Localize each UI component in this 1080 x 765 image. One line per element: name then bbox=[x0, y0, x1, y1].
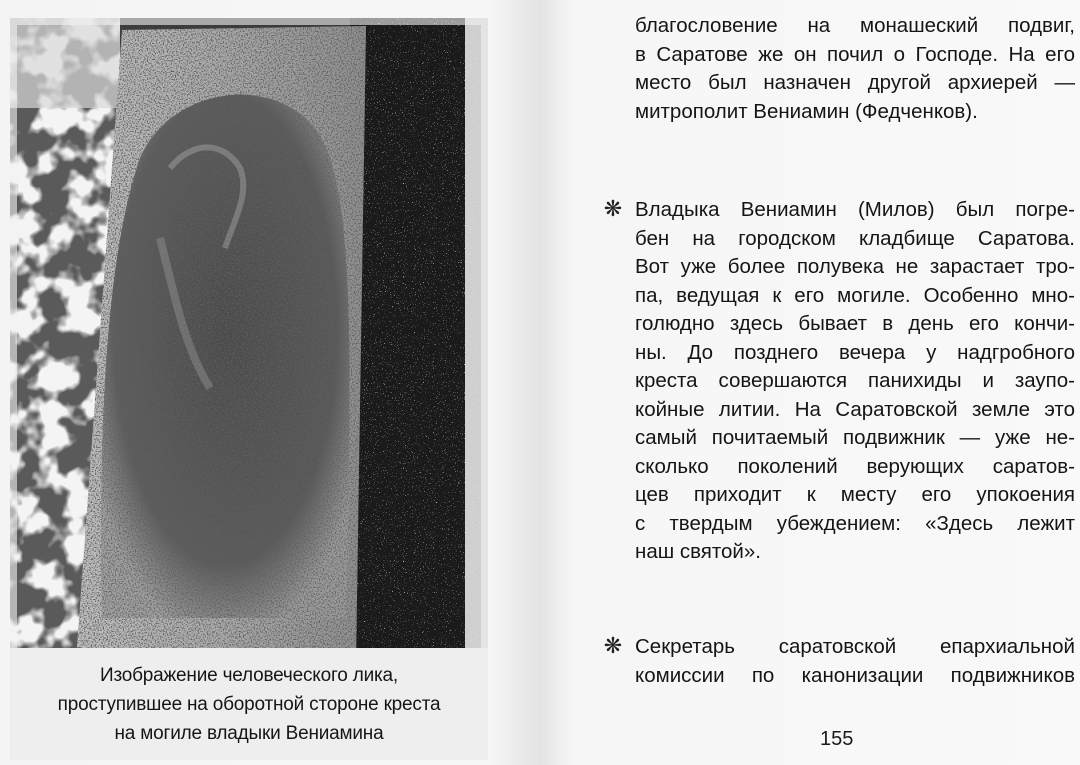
text-line: койные литии. На Саратовской земле это bbox=[635, 397, 1075, 421]
text-line: благословение на монашеский подвиг, bbox=[635, 14, 1075, 37]
text-line: самый почитаемый подвижник — уже не- bbox=[635, 426, 1075, 449]
text-line: цев приходит к месту его упокоения bbox=[635, 483, 1075, 506]
ornament-bullet-icon: ❋ bbox=[603, 634, 623, 659]
text-line: место был назначен другой архиерей — bbox=[635, 71, 1075, 94]
text-line: ны. До позднего вечера у надгробного bbox=[635, 340, 1075, 364]
ornament-bullet-icon: ❋ bbox=[603, 197, 623, 222]
text-line: с твердым убеждением: «Здесь лежит bbox=[635, 511, 1075, 535]
page-number: 155 bbox=[820, 728, 854, 750]
paragraph-grave bbox=[635, 196, 1075, 567]
text-line: Владыка Вениамин (Милов) был погре- bbox=[635, 198, 1075, 221]
caption-line: на могиле владыки Вениамина bbox=[114, 722, 384, 744]
paragraph-secretary bbox=[635, 633, 1075, 690]
text-line: па, ведущая к его могиле. Особенно мно- bbox=[635, 283, 1075, 307]
paragraph-continuation bbox=[635, 12, 1075, 126]
right-page bbox=[540, 0, 1080, 765]
text-line: креста совершаются панихиды и заупо- bbox=[635, 369, 1075, 392]
photo-caption bbox=[10, 648, 488, 760]
engraved-cross-photo bbox=[10, 18, 488, 660]
text-line: голюдно здесь бывает в день его кончи- bbox=[635, 312, 1075, 335]
text-line: комиссии по канонизации подвижников bbox=[635, 663, 1075, 687]
text-line: бен на городском кладбище Саратова. bbox=[635, 226, 1075, 250]
caption-line: Изображение человеческого лика, bbox=[100, 664, 398, 686]
text-line: наш святой». bbox=[635, 540, 761, 563]
text-line: Вот уже более полувека не зарастает тро- bbox=[635, 255, 1075, 278]
text-line: в Саратове же он почил о Господе. На его bbox=[635, 42, 1075, 66]
text-line: митрополит Вениамин (Федченков). bbox=[635, 99, 978, 123]
text-line: сколько поколений верующих саратов- bbox=[635, 454, 1075, 478]
text-line: Секретарь саратовской епархиальной bbox=[635, 635, 1075, 658]
caption-line: проступившее на оборотной стороне креста bbox=[57, 693, 441, 715]
